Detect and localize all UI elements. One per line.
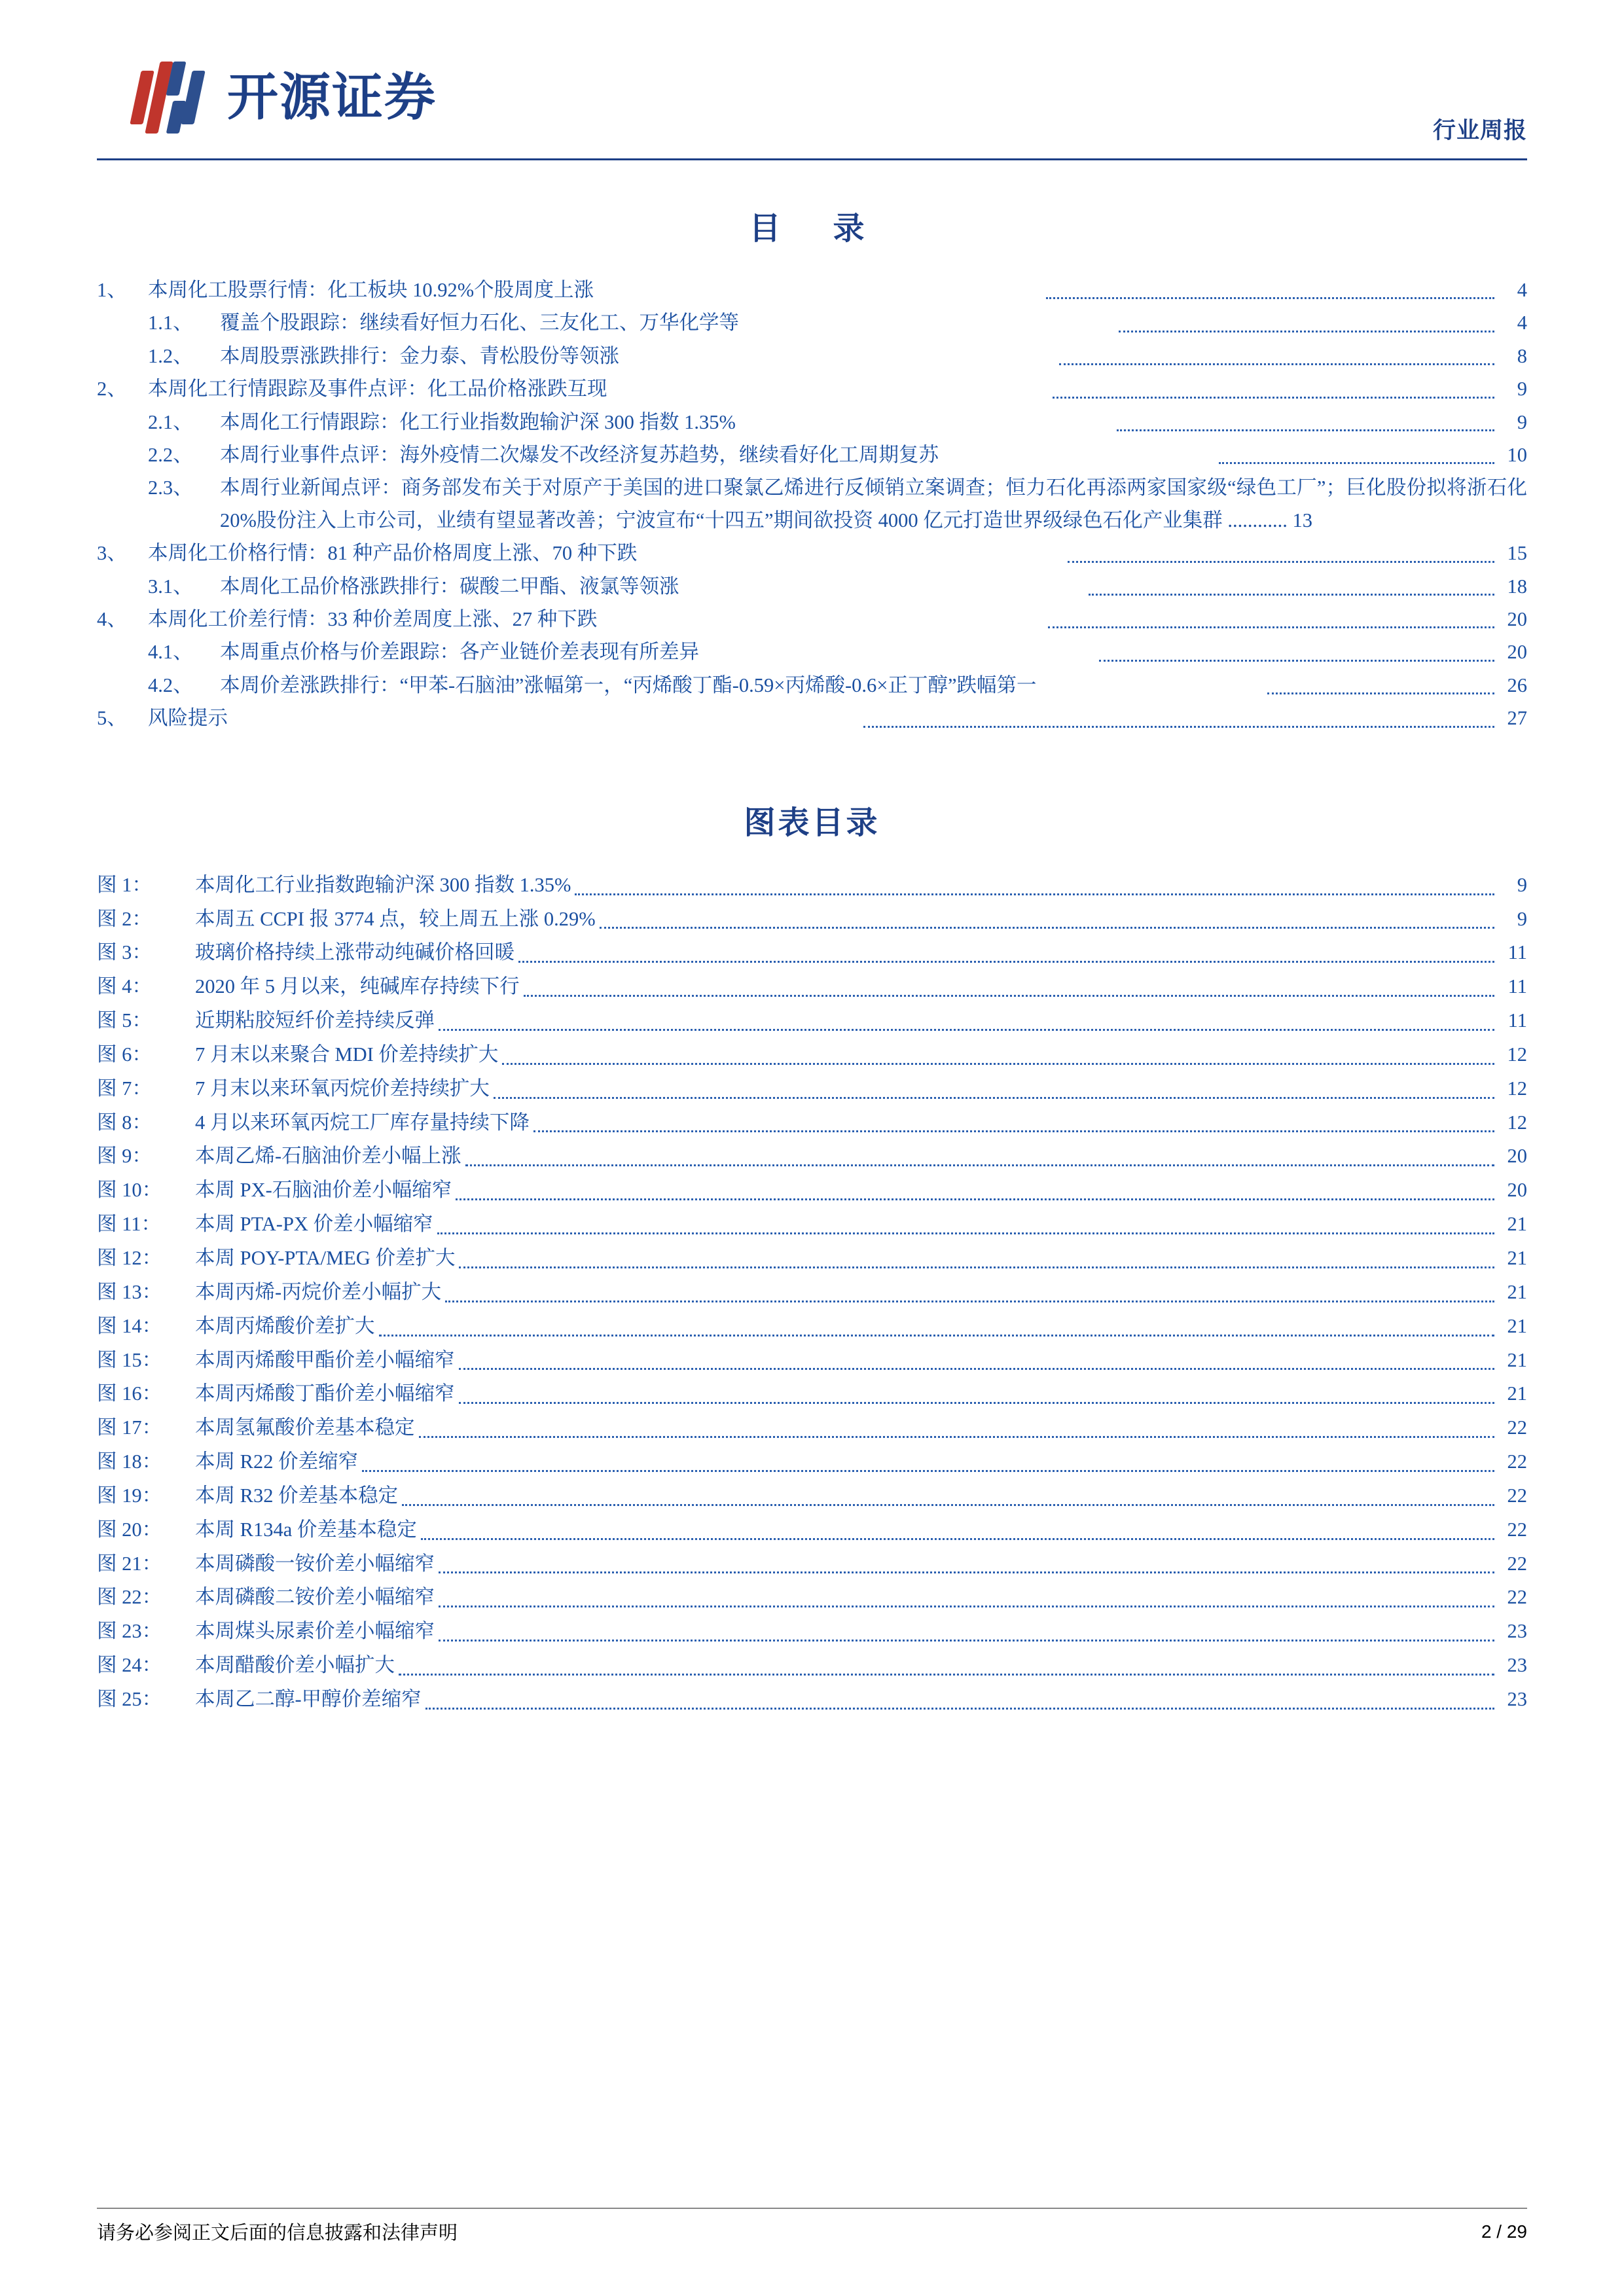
figure-leader — [456, 1198, 1494, 1200]
figure-leader — [518, 961, 1494, 963]
figure-leader — [600, 927, 1494, 929]
figure-leader — [421, 1538, 1494, 1540]
figure-leader — [445, 1300, 1494, 1302]
figure-item-page: 23 — [1507, 1654, 1527, 1677]
toc-item[interactable] — [97, 670, 1527, 702]
figure-item[interactable] — [97, 1479, 1527, 1513]
toc-leader — [1267, 692, 1494, 694]
figure-item[interactable] — [97, 1208, 1527, 1242]
figure-item-page: 21 — [1507, 1246, 1527, 1269]
figure-item[interactable] — [97, 1139, 1527, 1174]
figure-item-label: 本周丙烯-丙烷价差小幅扩大 — [195, 1280, 442, 1303]
header-divider — [97, 158, 1527, 160]
figure-item-label: 本周乙二醇-甲醇价差缩窄 — [195, 1687, 422, 1710]
figure-leader — [459, 1266, 1494, 1268]
toc-leader — [1089, 594, 1494, 596]
figure-item-page: 22 — [1507, 1518, 1527, 1541]
doc-type-label: 行业周报 — [1432, 118, 1527, 143]
toc-item-label: 本周化工行情跟踪：化工行业指数跑输沪深 300 指数 1.35% — [220, 410, 736, 433]
toc-item-page: 4 — [1517, 279, 1527, 301]
toc-item-page: 4 — [1517, 312, 1527, 334]
figure-item-number: 图 24： — [97, 1654, 162, 1677]
figure-item-label: 本周煤头尿素价差小幅缩窄 — [195, 1620, 435, 1643]
footer-divider — [97, 2208, 1527, 2209]
figure-item-label: 本周丙烯酸价差扩大 — [195, 1314, 375, 1337]
toc-leader — [1068, 561, 1494, 563]
figure-list — [97, 869, 1527, 1717]
figure-item-number: 图 14： — [97, 1314, 162, 1337]
figure-item-label: 本周磷酸一铵价差小幅缩窄 — [195, 1552, 435, 1575]
figure-leader — [524, 995, 1494, 997]
figure-item[interactable] — [97, 1004, 1527, 1038]
figure-leader — [502, 1063, 1494, 1065]
toc-item-page: 9 — [1517, 378, 1527, 401]
figure-item[interactable] — [97, 1276, 1527, 1310]
toc-item-number: 2.2、 — [148, 444, 193, 467]
figure-item-page: 22 — [1507, 1416, 1527, 1439]
figure-item-label: 本周磷酸二铵价差小幅缩窄 — [195, 1586, 435, 1609]
figure-leader — [439, 1640, 1494, 1641]
figure-item-page: 21 — [1507, 1348, 1527, 1371]
figure-item-number: 图 17： — [97, 1416, 162, 1439]
toc-item-label: 本周化工价差行情：33 种价差周度上涨、27 种下跌 — [148, 608, 598, 631]
figure-item-number: 图 9： — [97, 1145, 152, 1168]
toc-item-page: 8 — [1517, 344, 1527, 367]
figure-item[interactable] — [97, 1174, 1527, 1208]
company-name: 开源证券 — [227, 69, 437, 126]
figure-item[interactable] — [97, 1038, 1527, 1072]
figure-item-label: 本周 R134a 价差基本稳定 — [195, 1518, 417, 1541]
toc-item-page: 9 — [1517, 410, 1527, 433]
figure-item-number: 图 19： — [97, 1484, 162, 1507]
figure-item-number: 图 8： — [97, 1111, 152, 1134]
toc-item-number: 1.2、 — [148, 344, 193, 367]
figure-item-label: 本周 PX-石脑油价差小幅缩窄 — [195, 1179, 452, 1202]
figure-item-page: 12 — [1507, 1043, 1527, 1066]
figure-item-number: 图 6： — [97, 1043, 152, 1066]
toc-title: 目 录 — [749, 211, 875, 246]
figure-leader — [459, 1368, 1495, 1370]
toc-item-page: 15 — [1507, 542, 1527, 565]
toc-item-number: 3.1、 — [148, 575, 193, 598]
toc-item-page: 13 — [1292, 509, 1312, 531]
logo-mark-icon — [133, 59, 213, 136]
figure-item[interactable] — [97, 869, 1527, 903]
figure-item-number: 图 18： — [97, 1450, 162, 1473]
toc-leader — [1119, 331, 1494, 332]
toc-leader — [1053, 397, 1494, 399]
toc-leader — [1219, 462, 1495, 464]
figure-item-number: 图 4： — [97, 975, 152, 998]
figure-item-page: 22 — [1507, 1484, 1527, 1507]
toc-item-page: 10 — [1507, 444, 1527, 467]
toc-item-label: 覆盖个股跟踪：继续看好恒力石化、三友化工、万华化学等 — [220, 312, 739, 334]
toc-item-label: 本周重点价格与价差跟踪：各产业链价差表现有所差异 — [220, 641, 699, 664]
figure-item[interactable] — [97, 1547, 1527, 1581]
figure-item-label: 玻璃价格持续上涨带动纯碱价格回暖 — [195, 941, 514, 964]
figure-item-page: 11 — [1507, 941, 1527, 964]
figure-item-page: 11 — [1507, 975, 1527, 998]
figure-leader — [399, 1674, 1494, 1676]
toc-item[interactable] — [97, 340, 1527, 372]
toc-leader — [863, 726, 1495, 728]
figure-leader — [437, 1232, 1494, 1234]
toc-leader — [1059, 363, 1495, 365]
figure-item-label: 本周 PTA-PX 价差小幅缩窄 — [195, 1213, 433, 1236]
figure-item-label: 本周氢氟酸价差基本稳定 — [195, 1416, 415, 1439]
toc-item-label: 本周行业事件点评：海外疫情二次爆发不改经济复苏趋势，继续看好化工周期复苏 — [220, 444, 939, 467]
figure-item-number: 图 21： — [97, 1552, 162, 1575]
figure-item[interactable] — [97, 1377, 1527, 1411]
toc-item[interactable] — [97, 472, 1527, 537]
table-of-contents — [97, 274, 1527, 735]
figure-item[interactable] — [97, 1683, 1527, 1717]
figure-leader — [362, 1470, 1494, 1472]
figure-item-label: 本周五 CCPI 报 3774 点，较上周五上涨 0.29% — [195, 907, 596, 930]
toc-item-page: 27 — [1507, 707, 1527, 730]
figure-item-label: 本周乙烯-石脑油价差小幅上涨 — [195, 1145, 461, 1168]
toc-item-page: 20 — [1507, 608, 1527, 631]
figure-item-label: 本周丙烯酸丁酯价差小幅缩窄 — [195, 1382, 455, 1405]
toc-item-number: 1、 — [97, 279, 127, 301]
figure-item-page: 20 — [1507, 1145, 1527, 1168]
figure-item[interactable] — [97, 1242, 1527, 1276]
toc-leader — [1099, 660, 1495, 662]
figure-item-label: 7 月末以来聚合 MDI 价差持续扩大 — [195, 1043, 499, 1066]
figure-item-page: 9 — [1517, 907, 1527, 930]
footer-disclaimer: 请务必参阅正文后面的信息披露和法律声明 — [97, 2223, 458, 2244]
figure-item-number: 图 20： — [97, 1518, 162, 1541]
toc-item-label: 本周化工价格行情：81 种产品价格周度上涨、70 种下跌 — [148, 542, 638, 565]
company-logo — [133, 59, 437, 136]
figure-item[interactable] — [97, 903, 1527, 937]
toc-item-number: 3、 — [97, 542, 127, 565]
figure-item[interactable] — [97, 1072, 1527, 1106]
toc-item-number: 2.3、 — [148, 476, 193, 499]
toc-item[interactable] — [97, 537, 1527, 569]
figure-item-number: 图 12： — [97, 1246, 162, 1269]
toc-item-label: 风险提示 — [148, 707, 228, 730]
figure-item-label: 本周化工行业指数跑输沪深 300 指数 1.35% — [195, 873, 571, 896]
figure-item[interactable] — [97, 1310, 1527, 1344]
figure-leader — [459, 1402, 1495, 1404]
figure-item[interactable] — [97, 1581, 1527, 1615]
figure-item-label: 4 月以来环氧丙烷工厂库存量持续下降 — [195, 1111, 530, 1134]
toc-item-page: 18 — [1507, 575, 1527, 598]
figure-item-number: 图 1： — [97, 873, 152, 896]
figure-leader — [465, 1164, 1494, 1166]
toc-item-label-block — [220, 472, 1527, 537]
toc-item-label: 本周价差涨跌排行：“甲苯-石脑油”涨幅第一，“丙烯酸丁酯-0.59×丙烯酸-0.6×正丁醇”跌幅第一 — [220, 673, 1037, 696]
figure-item-label: 7 月末以来环氧丙烷价差持续扩大 — [195, 1077, 490, 1100]
figure-item-page: 22 — [1507, 1586, 1527, 1609]
toc-leader — [1117, 429, 1494, 431]
figure-item-label: 本周 R32 价差基本稳定 — [195, 1484, 399, 1507]
page-content — [97, 39, 1527, 1717]
page-header — [97, 39, 1527, 164]
figure-item-page: 12 — [1507, 1077, 1527, 1100]
figure-item-number: 图 23： — [97, 1620, 162, 1643]
toc-item[interactable] — [97, 603, 1527, 636]
figure-item-number: 图 13： — [97, 1280, 162, 1303]
figure-item-label: 2020 年 5 月以来，纯碱库存持续下行 — [195, 975, 520, 998]
figure-item-number: 图 22： — [97, 1586, 162, 1609]
figure-item-page: 21 — [1507, 1280, 1527, 1303]
figure-item-page: 11 — [1507, 1009, 1527, 1032]
figure-leader — [575, 893, 1494, 895]
figure-item-page: 21 — [1507, 1382, 1527, 1405]
figure-item-label: 本周 POY-PTA/MEG 价差扩大 — [195, 1246, 456, 1269]
figure-leader — [533, 1130, 1494, 1132]
figure-item[interactable] — [97, 1615, 1527, 1649]
toc-item-number: 1.1、 — [148, 312, 193, 334]
toc-leader — [1048, 626, 1494, 628]
toc-item-page: 20 — [1507, 641, 1527, 664]
figure-item-page: 12 — [1507, 1111, 1527, 1134]
figure-item-number: 图 5： — [97, 1009, 152, 1032]
toc-item-label: 本周行业新闻点评：商务部发布关于对原产于美国的进口聚氯乙烯进行反倾销立案调查；恒力石化再添两家国家级“绿色工厂”；巨化股份拟将浙石化 20%股份注入上市公司，业绩有望显著改善；宁波宣布“十四五”期间欲投资 4000 亿元打造世界级绿色石化产业集群 — [220, 476, 1527, 531]
toc-item-number: 5、 — [97, 707, 127, 730]
page-footer — [97, 2208, 1527, 2245]
figure-item[interactable] — [97, 1445, 1527, 1479]
figure-item[interactable] — [97, 1411, 1527, 1445]
figure-item-number: 图 3： — [97, 941, 152, 964]
toc-item[interactable] — [97, 406, 1527, 439]
figure-item-label: 本周 R22 价差缩窄 — [195, 1450, 359, 1473]
figure-leader — [379, 1335, 1495, 1336]
figure-list-title: 图表目录 — [744, 805, 880, 840]
toc-item-label: 本周化工股票行情：化工板块 10.92%个股周度上涨 — [148, 279, 594, 301]
figure-leader — [439, 1605, 1494, 1607]
figure-item-page: 23 — [1507, 1620, 1527, 1643]
toc-item-label: 本周股票涨跌排行：金力泰、青松股份等领涨 — [220, 344, 619, 367]
figure-leader — [402, 1504, 1494, 1506]
figure-leader — [425, 1708, 1494, 1710]
toc-item-number: 2、 — [97, 378, 127, 401]
figure-item[interactable] — [97, 1106, 1527, 1140]
figure-item-number: 图 25： — [97, 1687, 162, 1710]
figure-item-page: 21 — [1507, 1213, 1527, 1236]
toc-item-label: 本周化工行情跟踪及事件点评：化工品价格涨跌互现 — [148, 378, 607, 401]
figure-item-number: 图 2： — [97, 907, 152, 930]
figure-item-page: 23 — [1507, 1687, 1527, 1710]
toc-item[interactable] — [97, 571, 1527, 603]
figure-leader — [439, 1571, 1494, 1573]
figure-item-page: 20 — [1507, 1179, 1527, 1202]
toc-item[interactable] — [97, 373, 1527, 405]
figure-item[interactable] — [97, 936, 1527, 970]
toc-item-number: 4.1、 — [148, 641, 193, 664]
figure-item[interactable] — [97, 1344, 1527, 1378]
figure-item-label: 近期粘胶短纤价差持续反弹 — [195, 1009, 435, 1032]
toc-item[interactable] — [97, 636, 1527, 668]
toc-item-label: 本周化工品价格涨跌排行：碳酸二甲酯、液氯等领涨 — [220, 575, 679, 598]
toc-item-number: 2.1、 — [148, 410, 193, 433]
toc-item[interactable] — [97, 702, 1527, 734]
page-number: 2 / 29 — [1481, 2221, 1527, 2242]
figure-item-number: 图 10： — [97, 1179, 162, 1202]
figure-item-page: 22 — [1507, 1552, 1527, 1575]
figure-leader — [494, 1097, 1494, 1099]
figure-leader — [419, 1436, 1495, 1438]
figure-item[interactable] — [97, 1649, 1527, 1683]
figure-item[interactable] — [97, 1513, 1527, 1547]
figure-item-page: 22 — [1507, 1450, 1527, 1473]
toc-item-number: 4、 — [97, 608, 127, 631]
figure-item[interactable] — [97, 970, 1527, 1004]
figure-item-number: 图 11： — [97, 1213, 161, 1236]
figure-item-page: 21 — [1507, 1314, 1527, 1337]
figure-leader — [439, 1029, 1494, 1031]
toc-item[interactable] — [97, 439, 1527, 471]
toc-leader — [1046, 297, 1494, 299]
figure-item-number: 图 16： — [97, 1382, 162, 1405]
toc-item-number: 4.2、 — [148, 673, 193, 696]
toc-item[interactable] — [97, 274, 1527, 306]
figure-item-page: 9 — [1517, 873, 1527, 896]
toc-leader: ............ — [1227, 509, 1293, 531]
figure-item-label: 本周醋酸价差小幅扩大 — [195, 1654, 395, 1677]
toc-item-page: 26 — [1507, 673, 1527, 696]
toc-item[interactable] — [97, 307, 1527, 339]
figure-item-label: 本周丙烯酸甲酯价差小幅缩窄 — [195, 1348, 455, 1371]
figure-item-number: 图 15： — [97, 1348, 162, 1371]
figure-item-number: 图 7： — [97, 1077, 152, 1100]
